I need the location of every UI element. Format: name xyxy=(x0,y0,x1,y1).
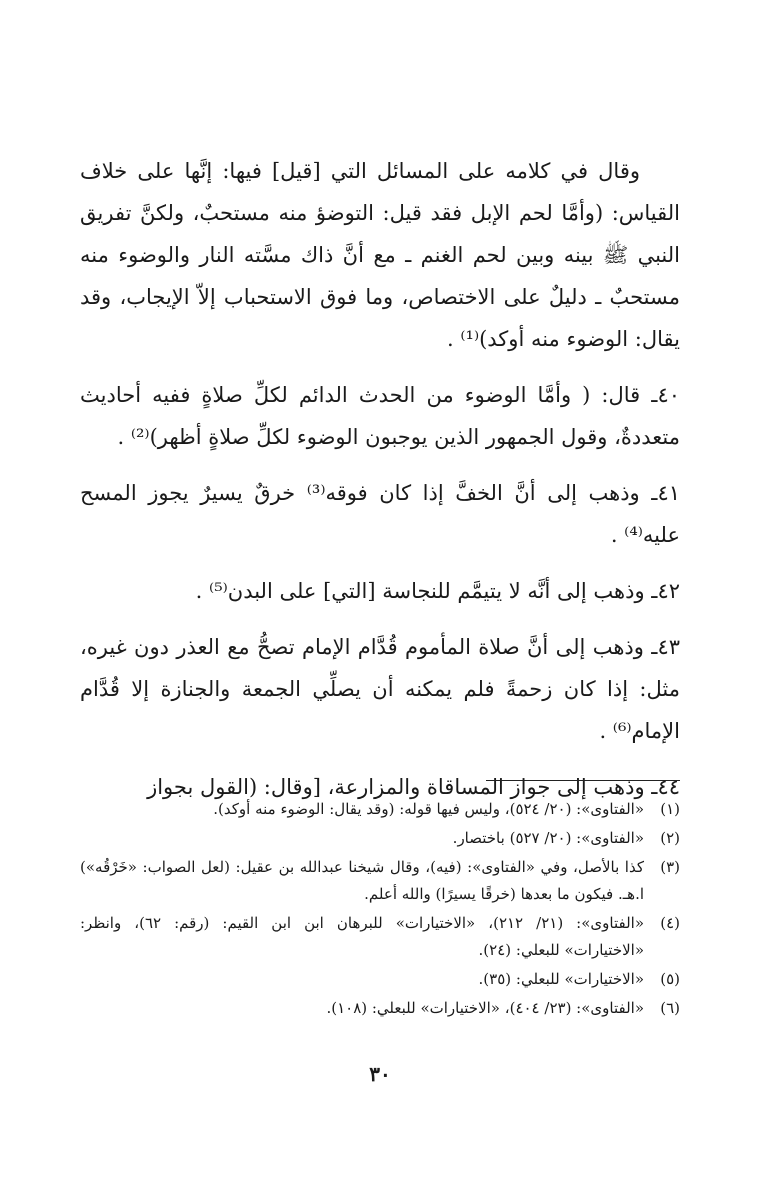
footnote-text: «الفتاوى»: (٢٣/ ٤٠٤)، «الاختيارات» للبعلي: (١٠٨). xyxy=(326,999,644,1017)
paragraph-40: ٤٠ـ قال: ( وأمَّا الوضوء من الحدث الدائم لكلِّ صلاةٍ ففيه أحاديث متعددةٌ، وقول الجمهور الذين يوجبون الوضوء لكلِّ صلاةٍ أظهر)⁽²⁾ . xyxy=(80,383,680,449)
footnote-text: «الفتاوى»: (٢٠/ ٥٢٧) باختصار. xyxy=(452,829,644,847)
footnote-number: (٦) xyxy=(660,999,680,1017)
footnote-number: (٤) xyxy=(660,914,680,932)
footnote-text: «الاختيارات» للبعلي: (٣٥). xyxy=(478,970,644,988)
footnote xyxy=(80,854,680,908)
page-number: ٣٠ xyxy=(369,1062,391,1086)
footnote-number: (٣) xyxy=(660,858,680,876)
footnotes xyxy=(80,796,680,1024)
footnote xyxy=(80,966,680,993)
paragraph-41: ٤١ـ وذهب إلى أنَّ الخفَّ إذا كان فوقه⁽³⁾ خرقٌ يسيرٌ يجوز المسح عليه⁽⁴⁾ . xyxy=(80,481,680,547)
paragraph-42: ٤٢ـ وذهب إلى أنَّه لا يتيمَّم للنجاسة [التي] على البدن⁽⁵⁾ . xyxy=(195,579,680,603)
footnote-text: «الفتاوى»: (٢١/ ٢١٢)، «الاختيارات» للبرهان ابن ابن القيم: (رقم: ٦٢)، وانظر: «الاختيارات» للبعلي: (٢٤). xyxy=(80,914,644,959)
paragraph-43: ٤٣ـ وذهب إلى أنَّ صلاة المأموم قُدَّام الإمام تصحُّ مع العذر دون غيره، مثل: إذا كان زحمةً فلم يمكنه أن يصلِّي الجمعة والجنازة إلا قُدَّام الإمام⁽⁶⁾ . xyxy=(80,635,680,743)
main-text xyxy=(80,150,680,822)
paragraph-44: ٤٤ـ وذهب إلى جواز المساقاة والمزارعة، [وقال: (القول بجواز xyxy=(147,775,680,799)
footnote-text: كذا بالأصل، وفي «الفتاوى»: (فيه)، وقال شيخنا عبدالله بن عقيل: (لعل الصواب: «خَرْقُه») ا.هـ. فيكون ما بعدها (خرقًا يسيرًا) والله أعلم. xyxy=(80,858,644,903)
footnote-number: (٢) xyxy=(660,829,680,847)
footnote xyxy=(80,796,680,823)
footnote-number: (٥) xyxy=(660,970,680,988)
footnote-text: «الفتاوى»: (٢٠/ ٥٢٤)، وليس فيها قوله: (وقد يقال: الوضوء منه أوكد). xyxy=(213,800,644,818)
footnote xyxy=(80,910,680,964)
footnote-divider xyxy=(486,780,680,781)
footnote xyxy=(80,825,680,852)
paragraph-intro: وقال في كلامه على المسائل التي [قيل] فيها: إنَّها على خلاف القياس: (وأمَّا لحم الإبل فقد قيل: التوضؤ منه مستحبٌ، ولكنَّ تفريق النبي ﷺ بينه وبين لحم الغنم ـ مع أنَّ ذاك مسَّته النار والوضوء منه مستحبٌ ـ دليلٌ على الاختصاص، وما فوق الاستحباب إلاّ الإيجاب، وقد يقال: الوضوء منه أوكد)⁽¹⁾ . xyxy=(80,159,680,351)
footnote-number: (١) xyxy=(660,800,680,818)
footnote xyxy=(80,995,680,1022)
